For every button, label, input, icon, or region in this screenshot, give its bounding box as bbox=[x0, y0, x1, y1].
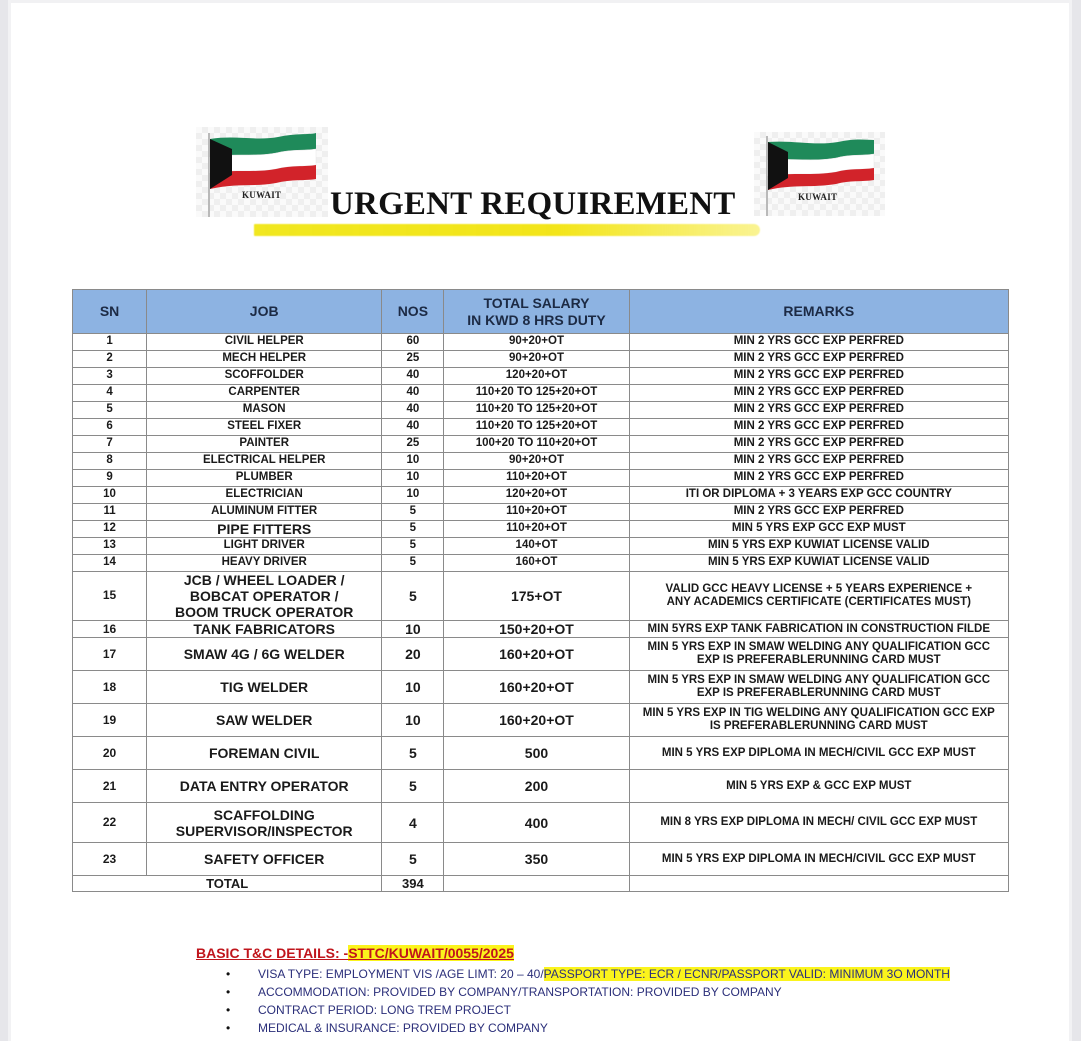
total-remarks-empty bbox=[629, 876, 1008, 892]
cell-remarks: MIN 5 YRS EXP GCC EXP MUST bbox=[629, 521, 1008, 538]
cell-salary: 90+20+OT bbox=[444, 453, 629, 470]
cell-remarks bbox=[629, 704, 1008, 737]
cell-salary: 110+20+OT bbox=[444, 470, 629, 487]
table-row bbox=[73, 487, 1009, 504]
cell-salary: 90+20+OT bbox=[444, 351, 629, 368]
cell-sn: 6 bbox=[73, 419, 147, 436]
cell-salary: 400 bbox=[444, 803, 629, 843]
cell-remarks: MIN 5 YRS EXP & GCC EXP MUST bbox=[629, 770, 1008, 803]
cell-salary: 120+20+OT bbox=[444, 368, 629, 385]
kuwait-flag-icon bbox=[196, 127, 328, 217]
cell-sn: 15 bbox=[73, 572, 147, 621]
cell-sn: 10 bbox=[73, 487, 147, 504]
total-label: TOTAL bbox=[73, 876, 382, 892]
cell-salary: 500 bbox=[444, 737, 629, 770]
bullet-icon: • bbox=[226, 1003, 231, 1017]
cell-remarks: MIN 5 YRS EXP DIPLOMA IN MECH/CIVIL GCC EXP MUST bbox=[629, 737, 1008, 770]
column-header-remarks: REMARKS bbox=[629, 290, 1008, 334]
cell-remarks: MIN 2 YRS GCC EXP PERFRED bbox=[629, 453, 1008, 470]
cell-nos: 40 bbox=[382, 402, 444, 419]
cell-job: FOREMAN CIVIL bbox=[147, 737, 382, 770]
cell-job: SAW WELDER bbox=[147, 704, 382, 737]
cell-remarks: MIN 5 YRS EXP KUWIAT LICENSE VALID bbox=[629, 555, 1008, 572]
cell-job: CARPENTER bbox=[147, 385, 382, 402]
cell-remarks: MIN 2 YRS GCC EXP PERFRED bbox=[629, 419, 1008, 436]
cell-job bbox=[147, 572, 382, 621]
terms-item bbox=[226, 983, 950, 1001]
cell-sn: 1 bbox=[73, 334, 147, 351]
cell-job: HEAVY DRIVER bbox=[147, 555, 382, 572]
cell-job bbox=[147, 803, 382, 843]
cell-nos: 10 bbox=[382, 671, 444, 704]
cell-sn: 12 bbox=[73, 521, 147, 538]
cell-job: CIVIL HELPER bbox=[147, 334, 382, 351]
cell-remarks-line: VALID GCC HEAVY LICENSE + 5 YEARS EXPERIENCE + bbox=[665, 583, 973, 596]
cell-salary: 350 bbox=[444, 843, 629, 876]
terms-item-highlight: PASSPORT TYPE: ECR / ECNR/PASSPORT VALID: MINIMUM 3O MONTH bbox=[543, 967, 950, 981]
cell-remarks: ITI OR DIPLOMA + 3 YEARS EXP GCC COUNTRY bbox=[629, 487, 1008, 504]
table-row bbox=[73, 803, 1009, 843]
cell-nos: 5 bbox=[382, 737, 444, 770]
table-body bbox=[73, 334, 1009, 876]
table-row bbox=[73, 419, 1009, 436]
cell-job-line: SUPERVISOR/INSPECTOR bbox=[175, 822, 353, 839]
cell-job: MASON bbox=[147, 402, 382, 419]
cell-nos: 25 bbox=[382, 436, 444, 453]
table-row bbox=[73, 351, 1009, 368]
cell-salary: 140+OT bbox=[444, 538, 629, 555]
bullet-icon: • bbox=[226, 985, 231, 999]
cell-remarks: MIN 2 YRS GCC EXP PERFRED bbox=[629, 470, 1008, 487]
cell-job-line: SCAFFOLDING bbox=[213, 806, 315, 823]
cell-sn: 7 bbox=[73, 436, 147, 453]
cell-sn: 16 bbox=[73, 621, 147, 638]
table-row bbox=[73, 538, 1009, 555]
cell-sn: 17 bbox=[73, 638, 147, 671]
cell-job: SMAW 4G / 6G WELDER bbox=[147, 638, 382, 671]
table-row bbox=[73, 453, 1009, 470]
cell-job: DATA ENTRY OPERATOR bbox=[147, 770, 382, 803]
cell-sn: 19 bbox=[73, 704, 147, 737]
cell-remarks: MIN 8 YRS EXP DIPLOMA IN MECH/ CIVIL GCC EXP MUST bbox=[629, 803, 1008, 843]
kuwait-flag-right bbox=[754, 132, 885, 216]
cell-job: LIGHT DRIVER bbox=[147, 538, 382, 555]
cell-job: TANK FABRICATORS bbox=[147, 621, 382, 638]
cell-sn: 8 bbox=[73, 453, 147, 470]
cell-nos: 10 bbox=[382, 453, 444, 470]
table-header-row bbox=[73, 290, 1009, 334]
cell-nos: 5 bbox=[382, 572, 444, 621]
cell-salary: 200 bbox=[444, 770, 629, 803]
cell-nos: 25 bbox=[382, 351, 444, 368]
cell-sn: 22 bbox=[73, 803, 147, 843]
page-right-shadow bbox=[1069, 0, 1072, 1041]
cell-remarks-line: EXP IS PREFERABLERUNNING CARD MUST bbox=[696, 687, 941, 700]
cell-job: TIG WELDER bbox=[147, 671, 382, 704]
cell-remarks: MIN 2 YRS GCC EXP PERFRED bbox=[629, 402, 1008, 419]
cell-remarks-line: ANY ACADEMICS CERTIFICATE (CERTIFICATES MUST) bbox=[666, 596, 971, 609]
cell-nos: 5 bbox=[382, 521, 444, 538]
bullet-icon: • bbox=[226, 967, 231, 981]
cell-salary: 110+20+OT bbox=[444, 521, 629, 538]
cell-job: ELECTRICIAN bbox=[147, 487, 382, 504]
cell-salary: 110+20 TO 125+20+OT bbox=[444, 419, 629, 436]
cell-nos: 5 bbox=[382, 770, 444, 803]
terms-heading-prefix: BASIC T&C DETAILS: - bbox=[196, 945, 349, 961]
cell-salary: 100+20 TO 110+20+OT bbox=[444, 436, 629, 453]
cell-salary: 160+OT bbox=[444, 555, 629, 572]
cell-job: PIPE FITTERS bbox=[147, 521, 382, 538]
cell-job: MECH HELPER bbox=[147, 351, 382, 368]
cell-remarks-line: IS PREFERABLERUNNING CARD MUST bbox=[709, 720, 928, 733]
cell-salary: 175+OT bbox=[444, 572, 629, 621]
cell-nos: 5 bbox=[382, 555, 444, 572]
terms-item-text: VISA TYPE: EMPLOYMENT VIS /AGE LIMT: 20 – 40/ bbox=[258, 967, 544, 981]
cell-job: PAINTER bbox=[147, 436, 382, 453]
total-salary-empty bbox=[444, 876, 629, 892]
table-row bbox=[73, 737, 1009, 770]
cell-remarks-line: MIN 5 YRS EXP IN SMAW WELDING ANY QUALIFICATION GCC bbox=[647, 674, 991, 687]
cell-remarks: MIN 2 YRS GCC EXP PERFRED bbox=[629, 385, 1008, 402]
table-row bbox=[73, 843, 1009, 876]
terms-item bbox=[226, 965, 950, 983]
bullet-icon: • bbox=[226, 1021, 231, 1035]
page-left-shadow bbox=[8, 0, 11, 1041]
terms-list bbox=[226, 965, 950, 1037]
cell-nos: 5 bbox=[382, 843, 444, 876]
cell-sn: 18 bbox=[73, 671, 147, 704]
cell-remarks-line: MIN 5 YRS EXP IN TIG WELDING ANY QUALIFICATION GCC EXP bbox=[642, 707, 995, 720]
flag-caption: KUWAIT bbox=[242, 190, 282, 200]
column-header-job: JOB bbox=[147, 290, 382, 334]
table-row bbox=[73, 638, 1009, 671]
cell-sn: 5 bbox=[73, 402, 147, 419]
cell-nos: 60 bbox=[382, 334, 444, 351]
cell-salary: 90+20+OT bbox=[444, 334, 629, 351]
column-header-salary bbox=[444, 290, 629, 334]
page-right-edge bbox=[1072, 0, 1081, 1041]
cell-sn: 14 bbox=[73, 555, 147, 572]
cell-sn: 20 bbox=[73, 737, 147, 770]
cell-job-line: BOOM TRUCK OPERATOR bbox=[175, 604, 354, 621]
cell-nos: 20 bbox=[382, 638, 444, 671]
cell-salary: 110+20 TO 125+20+OT bbox=[444, 385, 629, 402]
cell-remarks bbox=[629, 671, 1008, 704]
jobs-table bbox=[72, 289, 1009, 892]
cell-remarks: MIN 2 YRS GCC EXP PERFRED bbox=[629, 368, 1008, 385]
column-header-nos: NOS bbox=[382, 290, 444, 334]
cell-salary: 160+20+OT bbox=[444, 638, 629, 671]
page-title: URGENT REQUIREMENT bbox=[330, 186, 736, 222]
table-row bbox=[73, 504, 1009, 521]
table-row bbox=[73, 671, 1009, 704]
cell-remarks: MIN 2 YRS GCC EXP PERFRED bbox=[629, 504, 1008, 521]
column-header-salary-line2: IN KWD 8 HRS DUTY bbox=[467, 311, 606, 328]
cell-sn: 2 bbox=[73, 351, 147, 368]
page-top-edge bbox=[0, 0, 1081, 3]
table-row bbox=[73, 621, 1009, 638]
cell-salary: 150+20+OT bbox=[444, 621, 629, 638]
cell-remarks-line: EXP IS PREFERABLERUNNING CARD MUST bbox=[696, 654, 941, 667]
cell-sn: 13 bbox=[73, 538, 147, 555]
cell-nos: 10 bbox=[382, 470, 444, 487]
cell-job: ELECTRICAL HELPER bbox=[147, 453, 382, 470]
terms-heading bbox=[196, 945, 514, 961]
table-row bbox=[73, 402, 1009, 419]
cell-nos: 5 bbox=[382, 538, 444, 555]
table-row bbox=[73, 555, 1009, 572]
kuwait-flag-left bbox=[196, 127, 328, 217]
terms-item-text: MEDICAL & INSURANCE: PROVIDED BY COMPANY bbox=[258, 1021, 548, 1035]
table-row bbox=[73, 521, 1009, 538]
cell-remarks-line: MIN 5 YRS EXP IN SMAW WELDING ANY QUALIFICATION GCC bbox=[647, 641, 991, 654]
terms-item-text: ACCOMMODATION: PROVIDED BY COMPANY/TRANSPORTATION: PROVIDED BY COMPANY bbox=[258, 985, 782, 999]
cell-sn: 9 bbox=[73, 470, 147, 487]
cell-job: ALUMINUM FITTER bbox=[147, 504, 382, 521]
table-row bbox=[73, 436, 1009, 453]
table-row bbox=[73, 470, 1009, 487]
table-row bbox=[73, 704, 1009, 737]
cell-nos: 4 bbox=[382, 803, 444, 843]
cell-remarks bbox=[629, 572, 1008, 621]
cell-remarks: MIN 5 YRS EXP DIPLOMA IN MECH/CIVIL GCC EXP MUST bbox=[629, 843, 1008, 876]
cell-job: SCOFFOLDER bbox=[147, 368, 382, 385]
cell-job: SAFETY OFFICER bbox=[147, 843, 382, 876]
cell-remarks: MIN 2 YRS GCC EXP PERFRED bbox=[629, 334, 1008, 351]
flag-caption: KUWAIT bbox=[798, 192, 838, 202]
table-row bbox=[73, 368, 1009, 385]
cell-nos: 40 bbox=[382, 419, 444, 436]
title-underline bbox=[254, 224, 760, 236]
cell-sn: 23 bbox=[73, 843, 147, 876]
kuwait-flag-icon bbox=[754, 132, 885, 216]
cell-nos: 5 bbox=[382, 504, 444, 521]
cell-sn: 3 bbox=[73, 368, 147, 385]
cell-remarks: MIN 2 YRS GCC EXP PERFRED bbox=[629, 351, 1008, 368]
page-left-edge bbox=[0, 0, 8, 1041]
cell-remarks: MIN 5 YRS EXP KUWIAT LICENSE VALID bbox=[629, 538, 1008, 555]
column-header-sn: SN bbox=[73, 290, 147, 334]
cell-nos: 10 bbox=[382, 487, 444, 504]
table-total-row bbox=[73, 876, 1009, 892]
terms-item-text: CONTRACT PERIOD: LONG TREM PROJECT bbox=[258, 1003, 511, 1017]
cell-nos: 10 bbox=[382, 704, 444, 737]
cell-job: PLUMBER bbox=[147, 470, 382, 487]
table-row bbox=[73, 572, 1009, 621]
total-nos: 394 bbox=[382, 876, 444, 892]
cell-nos: 40 bbox=[382, 368, 444, 385]
cell-sn: 4 bbox=[73, 385, 147, 402]
cell-nos: 40 bbox=[382, 385, 444, 402]
terms-item bbox=[226, 1001, 950, 1019]
cell-remarks bbox=[629, 638, 1008, 671]
cell-job-line: JCB / WHEEL LOADER / bbox=[183, 572, 345, 589]
cell-job: STEEL FIXER bbox=[147, 419, 382, 436]
cell-sn: 21 bbox=[73, 770, 147, 803]
terms-item bbox=[226, 1019, 950, 1037]
cell-remarks: MIN 5YRS EXP TANK FABRICATION IN CONSTRUCTION FILDE bbox=[629, 621, 1008, 638]
terms-reference-number: STTC/KUWAIT/0055/2025 bbox=[348, 945, 514, 961]
table-row bbox=[73, 334, 1009, 351]
table-row bbox=[73, 385, 1009, 402]
cell-salary: 110+20+OT bbox=[444, 504, 629, 521]
cell-job-line: BOBCAT OPERATOR / bbox=[189, 588, 339, 605]
cell-sn: 11 bbox=[73, 504, 147, 521]
column-header-salary-line1: TOTAL SALARY bbox=[483, 295, 590, 312]
cell-salary: 110+20 TO 125+20+OT bbox=[444, 402, 629, 419]
cell-remarks: MIN 2 YRS GCC EXP PERFRED bbox=[629, 436, 1008, 453]
cell-nos: 10 bbox=[382, 621, 444, 638]
table-row bbox=[73, 770, 1009, 803]
cell-salary: 160+20+OT bbox=[444, 671, 629, 704]
cell-salary: 120+20+OT bbox=[444, 487, 629, 504]
cell-salary: 160+20+OT bbox=[444, 704, 629, 737]
